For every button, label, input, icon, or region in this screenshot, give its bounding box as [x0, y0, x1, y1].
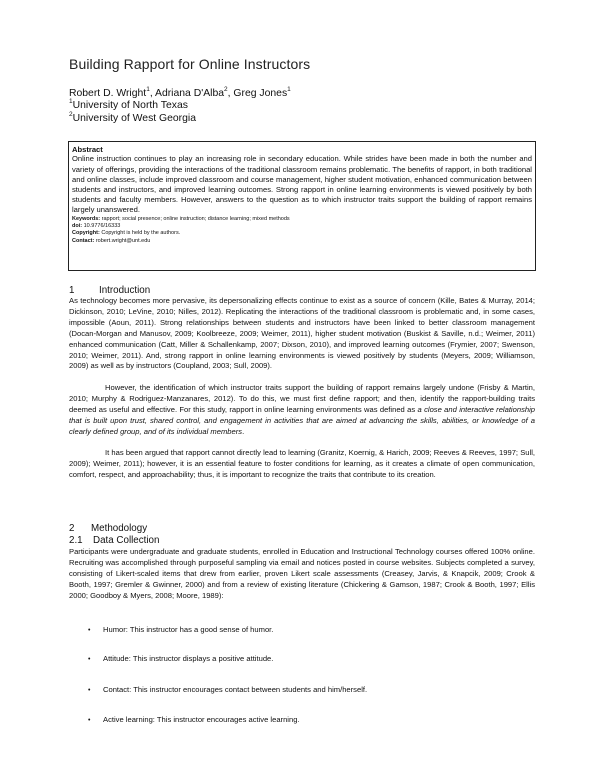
copyright-line: Copyright: Copyright is held by the authors. [72, 230, 181, 237]
intro-paragraph-2: However, the identification of which instructor traits support the building of rapport remains largely undone (Frisby & Martin, 2010; Murphy & Rodriguez-Manzanares, 2012). To do this, we must first define rapport; and then, identify the rapport-building traits deemed as useful and effective. For this study, rapport in online learning environments was defined as a close and interactive relationship that is built upon trust, shared control, and engagement in activities that are aimed at advancing the skills, abilities, or knowledge of a clearly defined group, and of its individual members. [69, 383, 535, 436]
abstract-text: Online instruction continues to play an increasing role in secondary education. While strides have been made in both the number and variety of offerings, providing the interactions of the traditional classroom remains problematic. The benefits of rapport, in both traditional and online classes, include improved classroom and course management, higher student motivation, enhanced communication between students and instructors, and improved learning outcomes. Strong rapport in online learning environments is viewed positively by both students and faculty members. However, answers to the question as to which instructor traits support the building of rapport remains largely unanswered. [72, 154, 532, 215]
affiliation: $^2$University of West Georgia [69, 110, 197, 124]
affiliation: $^1$University of North Texas [69, 98, 188, 112]
list-item: • Contact: This instructor encourages contact between students and him/herself. [88, 685, 368, 694]
author-block [69, 88, 291, 125]
intro-paragraph-1: As technology becomes more pervasive, its depersonalizing effects continue to exist as a source of concern (Kille, Bates & Murray, 2014; Dickinson, 2010; LeVine, 2010; Nilles, 2012). Replicating the interactions of the traditional classroom is problematic and, in some cases, impossible (Aoun, 2011). Strong relationships between students and instructors have been linked to better classroom management (Docan-Morgan and Manusov, 2009; Koolbreeze, 2009; Weimer, 2011), higher student motivation (Buskist & Saville, n.d.; Weimer, 2011) enhanced communication (Catt, Miller & Schallenkamp, 2007; Dixson, 2010), and improved learning outcomes (Frymier, 2007; Swenson, 2010; Weimer, 2011). And, strong rapport in online learning environments is viewed positively by students (Meyers, 2009; Williamson, 2009) as well as by instructors (Coupland, 2003; Sull, 2009). [69, 296, 535, 371]
abstract-heading: Abstract [72, 145, 103, 154]
list-item: • Attitude: This instructor displays a positive attitude. [88, 654, 274, 663]
paper-title: Building Rapport for Online Instructors [69, 56, 311, 72]
subsection-heading-data-collection: 2.1 Data Collection [69, 535, 160, 546]
bullet-icon: • [88, 656, 91, 663]
author-name: Robert D. Wright [69, 88, 147, 99]
author-sup: 1 [287, 86, 291, 93]
abstract-box [68, 141, 536, 271]
bullet-icon: • [88, 687, 91, 694]
list-item: • Humor: This instructor has a good sense of humor. [88, 625, 274, 634]
author-name: Adriana D'Alba [155, 88, 225, 99]
section-heading-introduction: 1 Introduction [69, 285, 151, 296]
list-item: • Active learning: This instructor encourages active learning. [88, 715, 300, 724]
intro-paragraph-3: It has been argued that rapport cannot directly lead to learning (Granitz, Koernig, & Harich, 2009; Reeves & Reeves, 1997; Sull, 2009); Weimer, 2011); however, it is an essential feature to foster conditions for learning, as it creates a climate of open communication, comfort, respect, and approachability; thus, it is important to recognize the traits that contribute to its creation. [69, 448, 535, 479]
contact-line: Contact: robert.wright@unt.edu [72, 237, 151, 244]
doi-line: doi: 10.9776/16333 [72, 222, 121, 229]
section-heading-methodology: 2 Methodology [69, 523, 148, 534]
author-name: Greg Jones [233, 88, 288, 99]
author-sup: 2 [224, 86, 228, 93]
bullet-icon: • [88, 627, 91, 634]
methodology-paragraph-1: Participants were undergraduate and graduate students, enrolled in Education and Instructional Technology courses offered 100% online. Recruiting was accomplished through purposeful sampling via email and notices posted in course websites. Subjects completed a survey, consisting of Likert-scaled items that drew from earlier, proven Likert scale assessments (Creasey, Jarvis, & Knapcik, 2009; Crook & Booth, 1997; Gremler & Gwinner, 2000) and from a review of existing literature (Chickering & Gamson, 1987; Crook & Booth, 1997; Ellis 2000; Goodboy & Myers, 2008; Moore, 1989): [69, 547, 535, 600]
keywords-line: Keywords: rapport; social presence; online instruction; distance learning; mixed methods [72, 215, 290, 222]
bullet-icon: • [88, 717, 91, 724]
contact-email[interactable]: robert.wright@unt.edu [95, 237, 151, 244]
author-sup: 1 [146, 86, 150, 93]
author-line: Robert D. Wright$^1$, Adriana D'Alba$^2$, Greg Jones$^1$ [69, 86, 291, 99]
